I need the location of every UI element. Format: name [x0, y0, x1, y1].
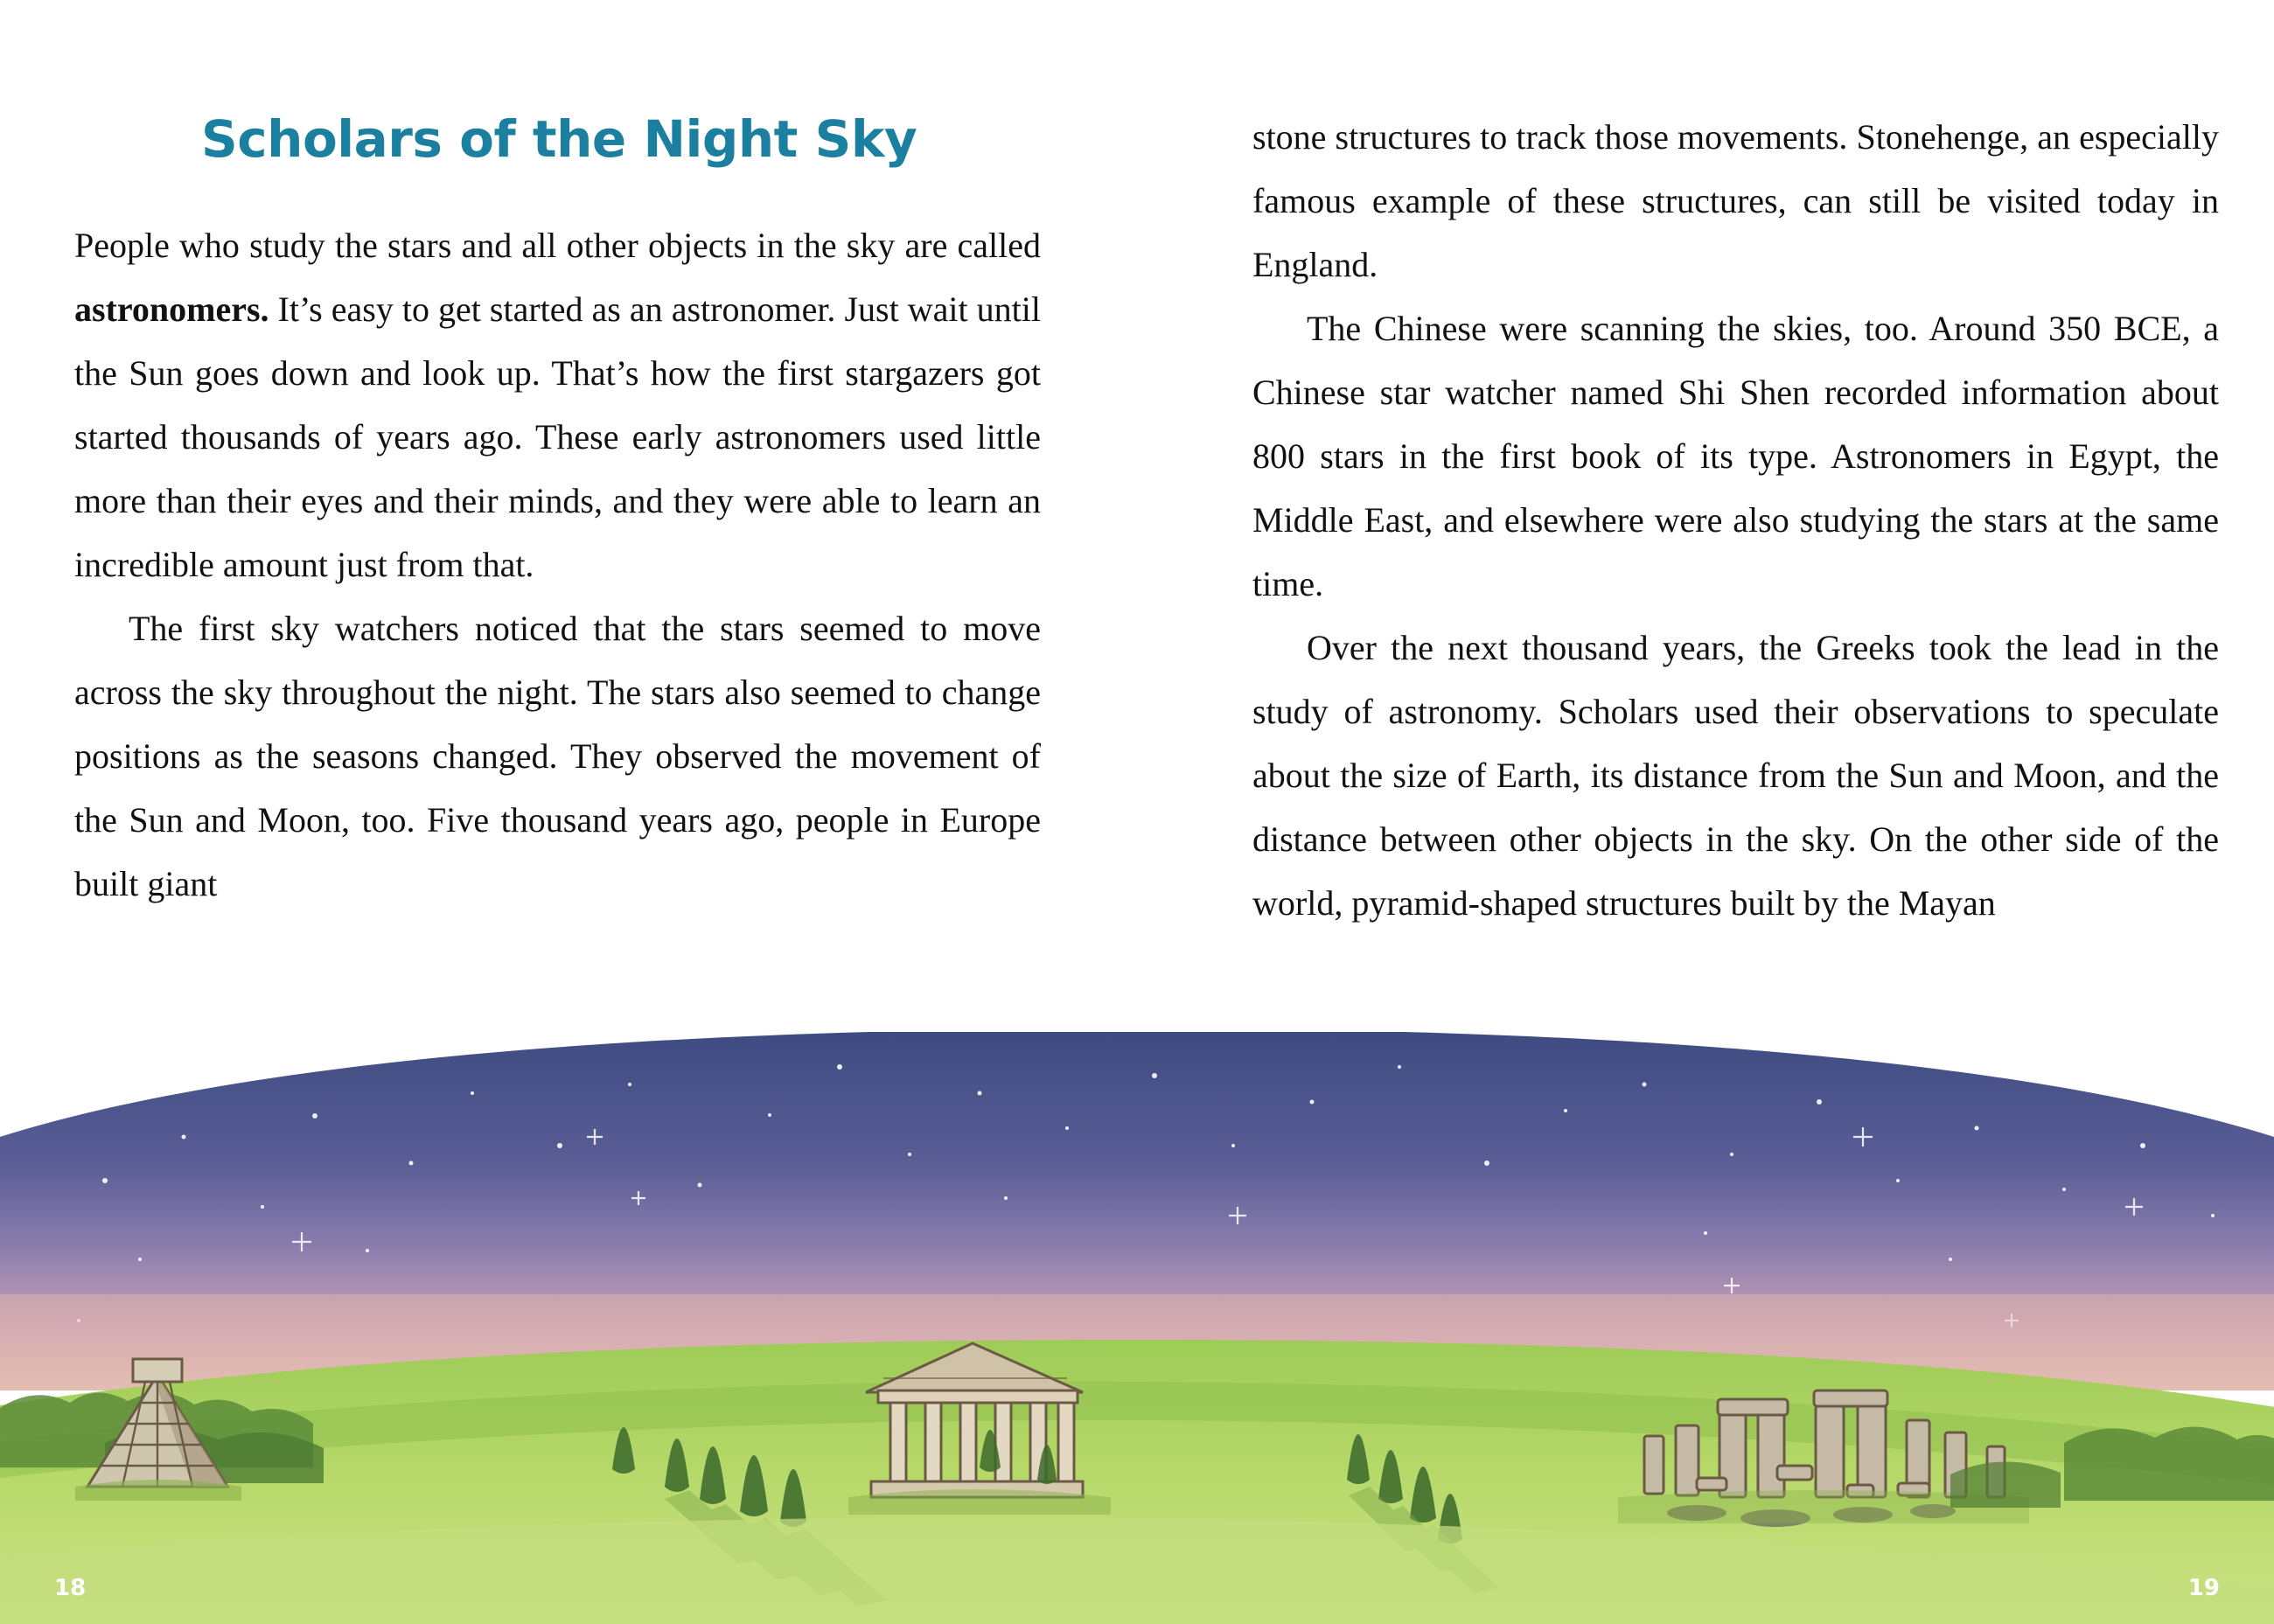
right-page-paragraph: stone structures to track those movements. Stonehenge, an especially famous example of these structures, can still be visited today in England. [1252, 117, 2219, 284]
page-title: Scholars of the Night Sky [201, 109, 917, 169]
sky [0, 1032, 2274, 1391]
left-page-body [74, 213, 1041, 916]
ground [0, 1340, 2274, 1624]
right-page-body [1252, 105, 2219, 935]
left-page-paragraph: People who study the stars and all other objects in the sky are called astronomers. It’s easy to get started as an astronomer. Just wait until the Sun goes down and look up. That’s how the first stargazers got started thousands of years ago. These early astronomers used little more than their eyes and their minds, and they were able to learn an incredible amount just from that. [74, 225, 1041, 584]
left-page [74, 0, 1041, 916]
right-page-paragraph: Over the next thousand years, the Greeks took the lead in the study of astronomy. Scholars used their observations to speculate about the size of Earth, its distance from the Sun and Moon, and the distance between other objects in the sky. On the other side of the world, pyramid-shaped structures built by the Mayan [1252, 628, 2219, 923]
page-number-right: 19 [2187, 1575, 2220, 1601]
right-page-paragraph: The Chinese were scanning the skies, too. Around 350 BCE, a Chinese star watcher named Shi Shen recorded information about 800 stars in the first book of its type. Astronomers in Egypt, the Middle East, and elsewhere were also studying the stars at the same time. [1252, 309, 2219, 603]
page-number-left: 18 [54, 1575, 87, 1601]
left-page-paragraph: The first sky watchers noticed that the stars seemed to move across the sky throughout the night. The stars also seemed to change positions as the seasons changed. They observed the movement of the Sun and Moon, too. Five thousand years ago, people in Europe built giant [74, 608, 1041, 903]
right-page [1252, 0, 2219, 935]
night-sky-landscape-illustration [0, 1032, 2274, 1624]
bold-term: astronomers. [74, 289, 269, 329]
